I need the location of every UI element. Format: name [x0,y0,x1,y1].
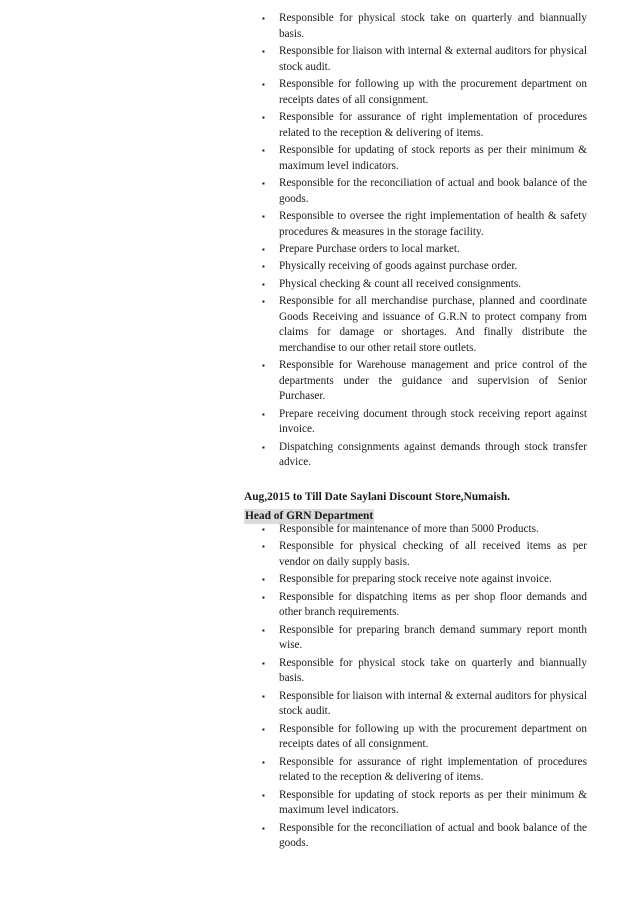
list-item: ▪ Responsible for liaison with internal & external auditors for physical stock audit. [262,689,587,718]
list-item: ▪ Responsible for Warehouse management and price control of the departments under the guidance and supervision of Senior Purchaser. [262,359,587,403]
list-item: ▪ Responsible for physical checking of all received items as per vendor on daily supply basis. [262,540,587,568]
job-period-employer: Aug,2015 to Till Date Saylani Discount Store,Numaish. [244,491,511,503]
list-item: ▪ Responsible for preparing branch demand summary report month wise. [262,623,587,652]
responsibilities-list-previous [262,11,587,473]
square-bullet-icon: ▪ [262,297,265,307]
square-bullet-icon: ▪ [262,112,265,122]
square-bullet-icon: ▪ [262,790,265,800]
list-item: ▪ Responsible to oversee the right implementation of health & safety procedures & measures in the storage facility. [262,209,587,238]
job-header [244,490,604,524]
square-bullet-icon: ▪ [262,279,265,289]
square-bullet-icon: ▪ [262,542,265,552]
list-item: ▪ Physically receiving of goods against purchase order. [262,259,587,275]
square-bullet-icon: ▪ [262,442,265,452]
square-bullet-icon: ▪ [262,525,265,534]
square-bullet-icon: ▪ [262,244,265,254]
square-bullet-icon: ▪ [262,691,265,701]
list-item: ▪ Responsible for maintenance of more than 5000 Products. [262,522,587,538]
list-item: ▪ Dispatching consignments against demands through stock transfer advice. [262,440,587,469]
square-bullet-icon: ▪ [262,262,265,272]
list-item: ▪ Responsible for physical stock take on quarterly and biannually basis. [262,12,587,40]
list-item: ▪ Responsible for liaison with internal & external auditors for physical stock audit. [262,44,587,73]
list-item: ▪ Responsible for the reconciliation of actual and book balance of the goods. [262,176,587,205]
responsibilities-list-current [262,522,587,854]
square-bullet-icon: ▪ [262,658,265,668]
square-bullet-icon: ▪ [262,592,265,602]
list-item: ▪ Responsible for the reconciliation of actual and book balance of the goods. [262,821,587,850]
square-bullet-icon: ▪ [262,757,265,767]
list-item: ▪ Responsible for following up with the procurement department on receipts dates of all consignment. [262,722,587,751]
job-position-title: Head of GRN Department [245,509,374,522]
list-item: ▪ Responsible for dispatching items as per shop floor demands and other branch requirements. [262,590,587,619]
square-bullet-icon: ▪ [262,178,265,188]
square-bullet-icon: ▪ [262,823,265,833]
list-item: ▪ Responsible for assurance of right implementation of procedures related to the reception & delivering of items. [262,755,587,784]
list-item: ▪ Responsible for assurance of right implementation of procedures related to the reception & delivering of items. [262,110,587,139]
list-item: ▪ Physical checking & count all received consignments. [262,277,587,293]
list-item: ▪ Responsible for updating of stock reports as per their minimum & maximum level indicators. [262,788,587,817]
square-bullet-icon: ▪ [262,625,265,635]
square-bullet-icon: ▪ [262,14,265,23]
square-bullet-icon: ▪ [262,361,265,371]
list-item: ▪ Responsible for all merchandise purchase, planned and coordinate Goods Receiving and issuance of G.R.N to protect company from claims for damage or shortages. And finally distribute the merchandise to our other retail store outlets. [262,295,587,354]
list-item: ▪ Responsible for updating of stock reports as per their minimum & maximum level indicators. [262,143,587,172]
list-item: ▪ Responsible for following up with the procurement department on receipts dates of all consignment. [262,77,587,106]
square-bullet-icon: ▪ [262,211,265,221]
list-item: ▪ Prepare Purchase orders to local market. [262,242,587,258]
list-item: ▪ Prepare receiving document through stock receiving report against invoice. [262,407,587,436]
list-item: ▪ Responsible for physical stock take on quarterly and biannually basis. [262,656,587,685]
square-bullet-icon: ▪ [262,145,265,155]
square-bullet-icon: ▪ [262,724,265,734]
square-bullet-icon: ▪ [262,575,265,585]
list-item: ▪ Responsible for preparing stock receive note against invoice. [262,572,587,588]
square-bullet-icon: ▪ [262,79,265,89]
square-bullet-icon: ▪ [262,46,265,56]
square-bullet-icon: ▪ [262,409,265,419]
